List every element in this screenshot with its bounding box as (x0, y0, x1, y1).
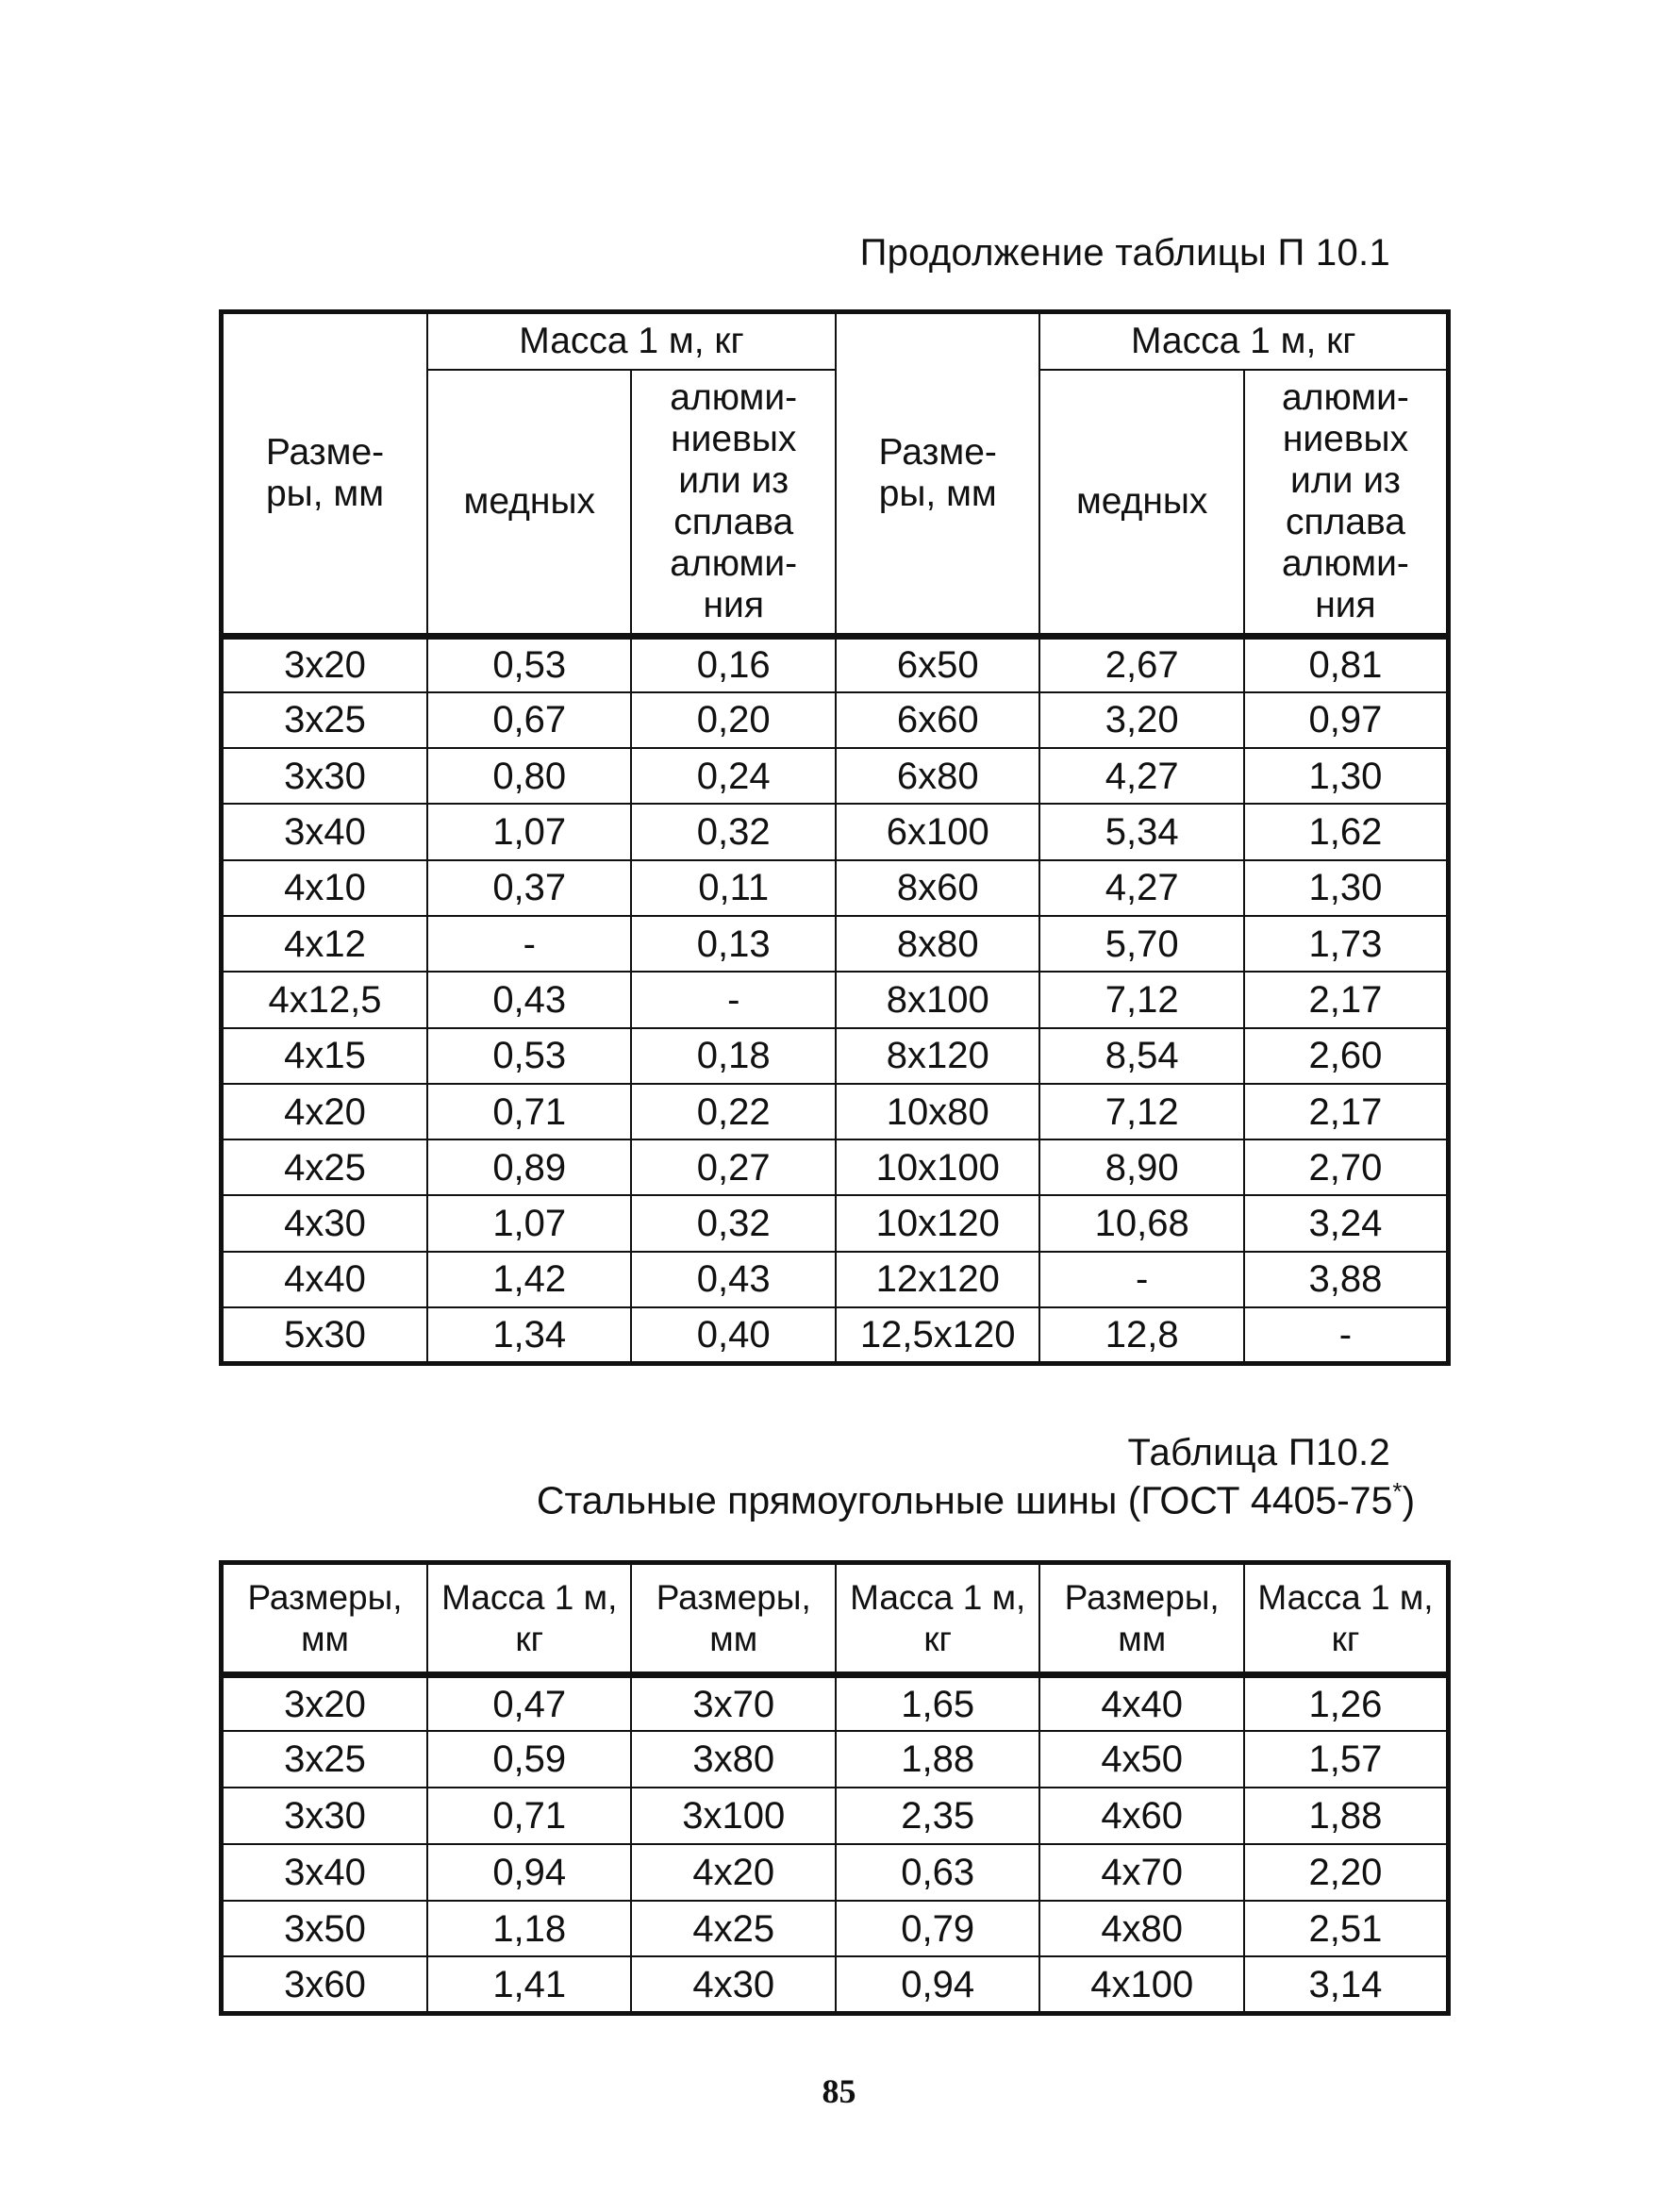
table-cell: 1,30 (1244, 860, 1449, 916)
table-cell: 2,20 (1244, 1844, 1449, 1901)
table-cell: 2,51 (1244, 1901, 1449, 1957)
mass-header-3: Масса 1 м, кг (1244, 1563, 1449, 1675)
table-cell: 4x50 (1039, 1731, 1243, 1788)
table-cell: 1,65 (836, 1675, 1039, 1732)
table-cell: 4x12,5 (222, 972, 428, 1027)
table-cell: - (1244, 1307, 1449, 1363)
table-cell: 6x80 (836, 748, 1039, 804)
mass-header-1: Масса 1 м, кг (427, 1563, 631, 1675)
table-row (222, 1956, 1449, 2013)
table-cell: 1,73 (1244, 916, 1449, 972)
table-cell: 1,26 (1244, 1675, 1449, 1732)
table2-title (0, 1477, 1678, 1523)
table-cell: 8x60 (836, 860, 1039, 916)
table-row (222, 916, 1449, 972)
table-cell: 0,63 (836, 1844, 1039, 1901)
table-cell: 0,94 (836, 1956, 1039, 2013)
table-cell: 4x100 (1039, 1956, 1243, 2013)
table-cell: 1,18 (427, 1901, 631, 1957)
table-cell: 0,80 (427, 748, 631, 804)
page-number: 85 (822, 2072, 856, 2110)
table-cell: 5,70 (1039, 916, 1243, 972)
table-cell: 4x20 (631, 1844, 835, 1901)
table-row (222, 972, 1449, 1027)
table-cell: 3,14 (1244, 1956, 1449, 2013)
table-cell: - (1039, 1252, 1243, 1307)
table-cell: 12x120 (836, 1252, 1039, 1307)
table-cell: 10x120 (836, 1195, 1039, 1251)
table-cell: 8,54 (1039, 1028, 1243, 1084)
table-cell: 3x70 (631, 1675, 835, 1732)
table-row (222, 1901, 1449, 1957)
table-cell: 0,71 (427, 1084, 631, 1139)
table-cell: 5x30 (222, 1307, 428, 1363)
table-cell: 3x20 (222, 637, 428, 692)
table-cell: 0,71 (427, 1788, 631, 1844)
table-cell: 0,16 (631, 637, 835, 692)
table-cell: 2,35 (836, 1788, 1039, 1844)
table-cell: 0,20 (631, 692, 835, 748)
table-cell: - (427, 916, 631, 972)
table-cell: 0,89 (427, 1139, 631, 1195)
table-cell: 4x80 (1039, 1901, 1243, 1957)
table-cell: 10,68 (1039, 1195, 1243, 1251)
table-cell: 0,27 (631, 1139, 835, 1195)
table-row (222, 1195, 1449, 1251)
table-row (222, 637, 1449, 692)
table-cell: 8x100 (836, 972, 1039, 1027)
table-cell: 1,41 (427, 1956, 631, 2013)
table-cell: 3x80 (631, 1731, 835, 1788)
table2-title-end: ) (1402, 1478, 1416, 1522)
table-cell: 12,5x120 (836, 1307, 1039, 1363)
table-cell: 4x60 (1039, 1788, 1243, 1844)
table1-caption: Продолжение таблицы П 10.1 (859, 232, 1390, 274)
table-row (222, 860, 1449, 916)
table-cell: 1,07 (427, 804, 631, 859)
size-header-1: Разме- ры, мм (222, 312, 428, 637)
table-cell: 4x25 (631, 1901, 835, 1957)
size-header-2: Размеры, мм (631, 1563, 835, 1675)
mass-header-2: Масса 1 м, кг (836, 1563, 1039, 1675)
table-cell: 1,62 (1244, 804, 1449, 859)
table-cell: 0,22 (631, 1084, 835, 1139)
table-cell: 0,79 (836, 1901, 1039, 1957)
table-cell: 4x10 (222, 860, 428, 916)
table-row (222, 1139, 1449, 1195)
table-cell: 1,07 (427, 1195, 631, 1251)
table-cell: 4x25 (222, 1139, 428, 1195)
table-cell: 0,37 (427, 860, 631, 916)
table-row (222, 804, 1449, 859)
aluminum-header-1: алюми- ниевых или из сплава алюми- ния (631, 370, 835, 637)
table-cell: 4x20 (222, 1084, 428, 1139)
table-cell: 4x15 (222, 1028, 428, 1084)
table-cell: 3,20 (1039, 692, 1243, 748)
table-cell: 1,88 (836, 1731, 1039, 1788)
table-cell: 3x50 (222, 1901, 428, 1957)
table-cell: 4x40 (222, 1252, 428, 1307)
table-cell: 1,30 (1244, 748, 1449, 804)
table-cell: 4,27 (1039, 860, 1243, 916)
table-cell: 0,97 (1244, 692, 1449, 748)
copper-header-2: медных (1039, 370, 1243, 637)
table-row (222, 1028, 1449, 1084)
table-cell: 3x60 (222, 1956, 428, 2013)
table-row (222, 1731, 1449, 1788)
table2-title-sup: * (1392, 1477, 1403, 1505)
table-cell: 4x30 (631, 1956, 835, 2013)
table-cell: 0,32 (631, 1195, 835, 1251)
table-cell: 0,11 (631, 860, 835, 916)
table-cell: 4x70 (1039, 1844, 1243, 1901)
table-cell: 2,60 (1244, 1028, 1449, 1084)
table-cell: 1,34 (427, 1307, 631, 1363)
table-cell: 3x30 (222, 1788, 428, 1844)
table-cell: 0,53 (427, 1028, 631, 1084)
mass-header-2: Масса 1 м, кг (1039, 312, 1448, 371)
copper-header-1: медных (427, 370, 631, 637)
table-cell: 8,90 (1039, 1139, 1243, 1195)
size-header-1: Размеры, мм (222, 1563, 428, 1675)
table-cell: 3x20 (222, 1675, 428, 1732)
table-cell: 2,70 (1244, 1139, 1449, 1195)
table-row (222, 1788, 1449, 1844)
table-cell: 8x80 (836, 916, 1039, 972)
table-cell: 1,57 (1244, 1731, 1449, 1788)
table-cell: 3x40 (222, 804, 428, 859)
aluminum-header-2: алюми- ниевых или из сплава алюми- ния (1244, 370, 1449, 637)
table-cell: 3x25 (222, 1731, 428, 1788)
table-cell: 3x100 (631, 1788, 835, 1844)
table-cell: 3x30 (222, 748, 428, 804)
table-cell: 4x30 (222, 1195, 428, 1251)
table-cell: 0,32 (631, 804, 835, 859)
table-cell: 4,27 (1039, 748, 1243, 804)
table-cell: 6x50 (836, 637, 1039, 692)
mass-header-1: Масса 1 м, кг (427, 312, 836, 371)
size-header-3: Размеры, мм (1039, 1563, 1243, 1675)
size-header-2: Разме- ры, мм (836, 312, 1039, 637)
table-cell: 0,81 (1244, 637, 1449, 692)
table-cell: 10x80 (836, 1084, 1039, 1139)
table-cell: 6x100 (836, 804, 1039, 859)
table-row (222, 1084, 1449, 1139)
table-row (222, 1307, 1449, 1363)
table-cell: 0,40 (631, 1307, 835, 1363)
table-cell: 0,67 (427, 692, 631, 748)
table1 (219, 309, 1451, 1366)
table-cell: 0,53 (427, 637, 631, 692)
table-row (222, 1252, 1449, 1307)
table-cell: 3x40 (222, 1844, 428, 1901)
table-cell: 3x25 (222, 692, 428, 748)
table-cell: 0,43 (631, 1252, 835, 1307)
table-row (222, 1675, 1449, 1732)
table-cell: 2,17 (1244, 1084, 1449, 1139)
table1-body (222, 637, 1449, 1364)
table-cell: 12,8 (1039, 1307, 1243, 1363)
table2-body (222, 1675, 1449, 2014)
table-row (222, 692, 1449, 748)
table-cell: 3,24 (1244, 1195, 1449, 1251)
table-row (222, 748, 1449, 804)
table-cell: 0,24 (631, 748, 835, 804)
table-cell: 3,88 (1244, 1252, 1449, 1307)
table-cell: 2,17 (1244, 972, 1449, 1027)
table-cell: 5,34 (1039, 804, 1243, 859)
table2-caption: Таблица П10.2 (1127, 1432, 1390, 1473)
table-cell: 7,12 (1039, 972, 1243, 1027)
table2-title-text: Стальные прямоугольные шины (ГОСТ 4405-75 (536, 1478, 1393, 1522)
table-cell: - (631, 972, 835, 1027)
table2 (219, 1560, 1451, 2016)
table-cell: 10x100 (836, 1139, 1039, 1195)
table-cell: 0,13 (631, 916, 835, 972)
table-cell: 6x60 (836, 692, 1039, 748)
table-row (222, 1844, 1449, 1901)
table-cell: 4x12 (222, 916, 428, 972)
table-cell: 0,47 (427, 1675, 631, 1732)
table-cell: 2,67 (1039, 637, 1243, 692)
table-cell: 0,94 (427, 1844, 631, 1901)
table-cell: 1,42 (427, 1252, 631, 1307)
table-cell: 1,88 (1244, 1788, 1449, 1844)
table-cell: 0,18 (631, 1028, 835, 1084)
table-cell: 4x40 (1039, 1675, 1243, 1732)
table-cell: 8x120 (836, 1028, 1039, 1084)
table-cell: 7,12 (1039, 1084, 1243, 1139)
table-cell: 0,59 (427, 1731, 631, 1788)
table-cell: 0,43 (427, 972, 631, 1027)
